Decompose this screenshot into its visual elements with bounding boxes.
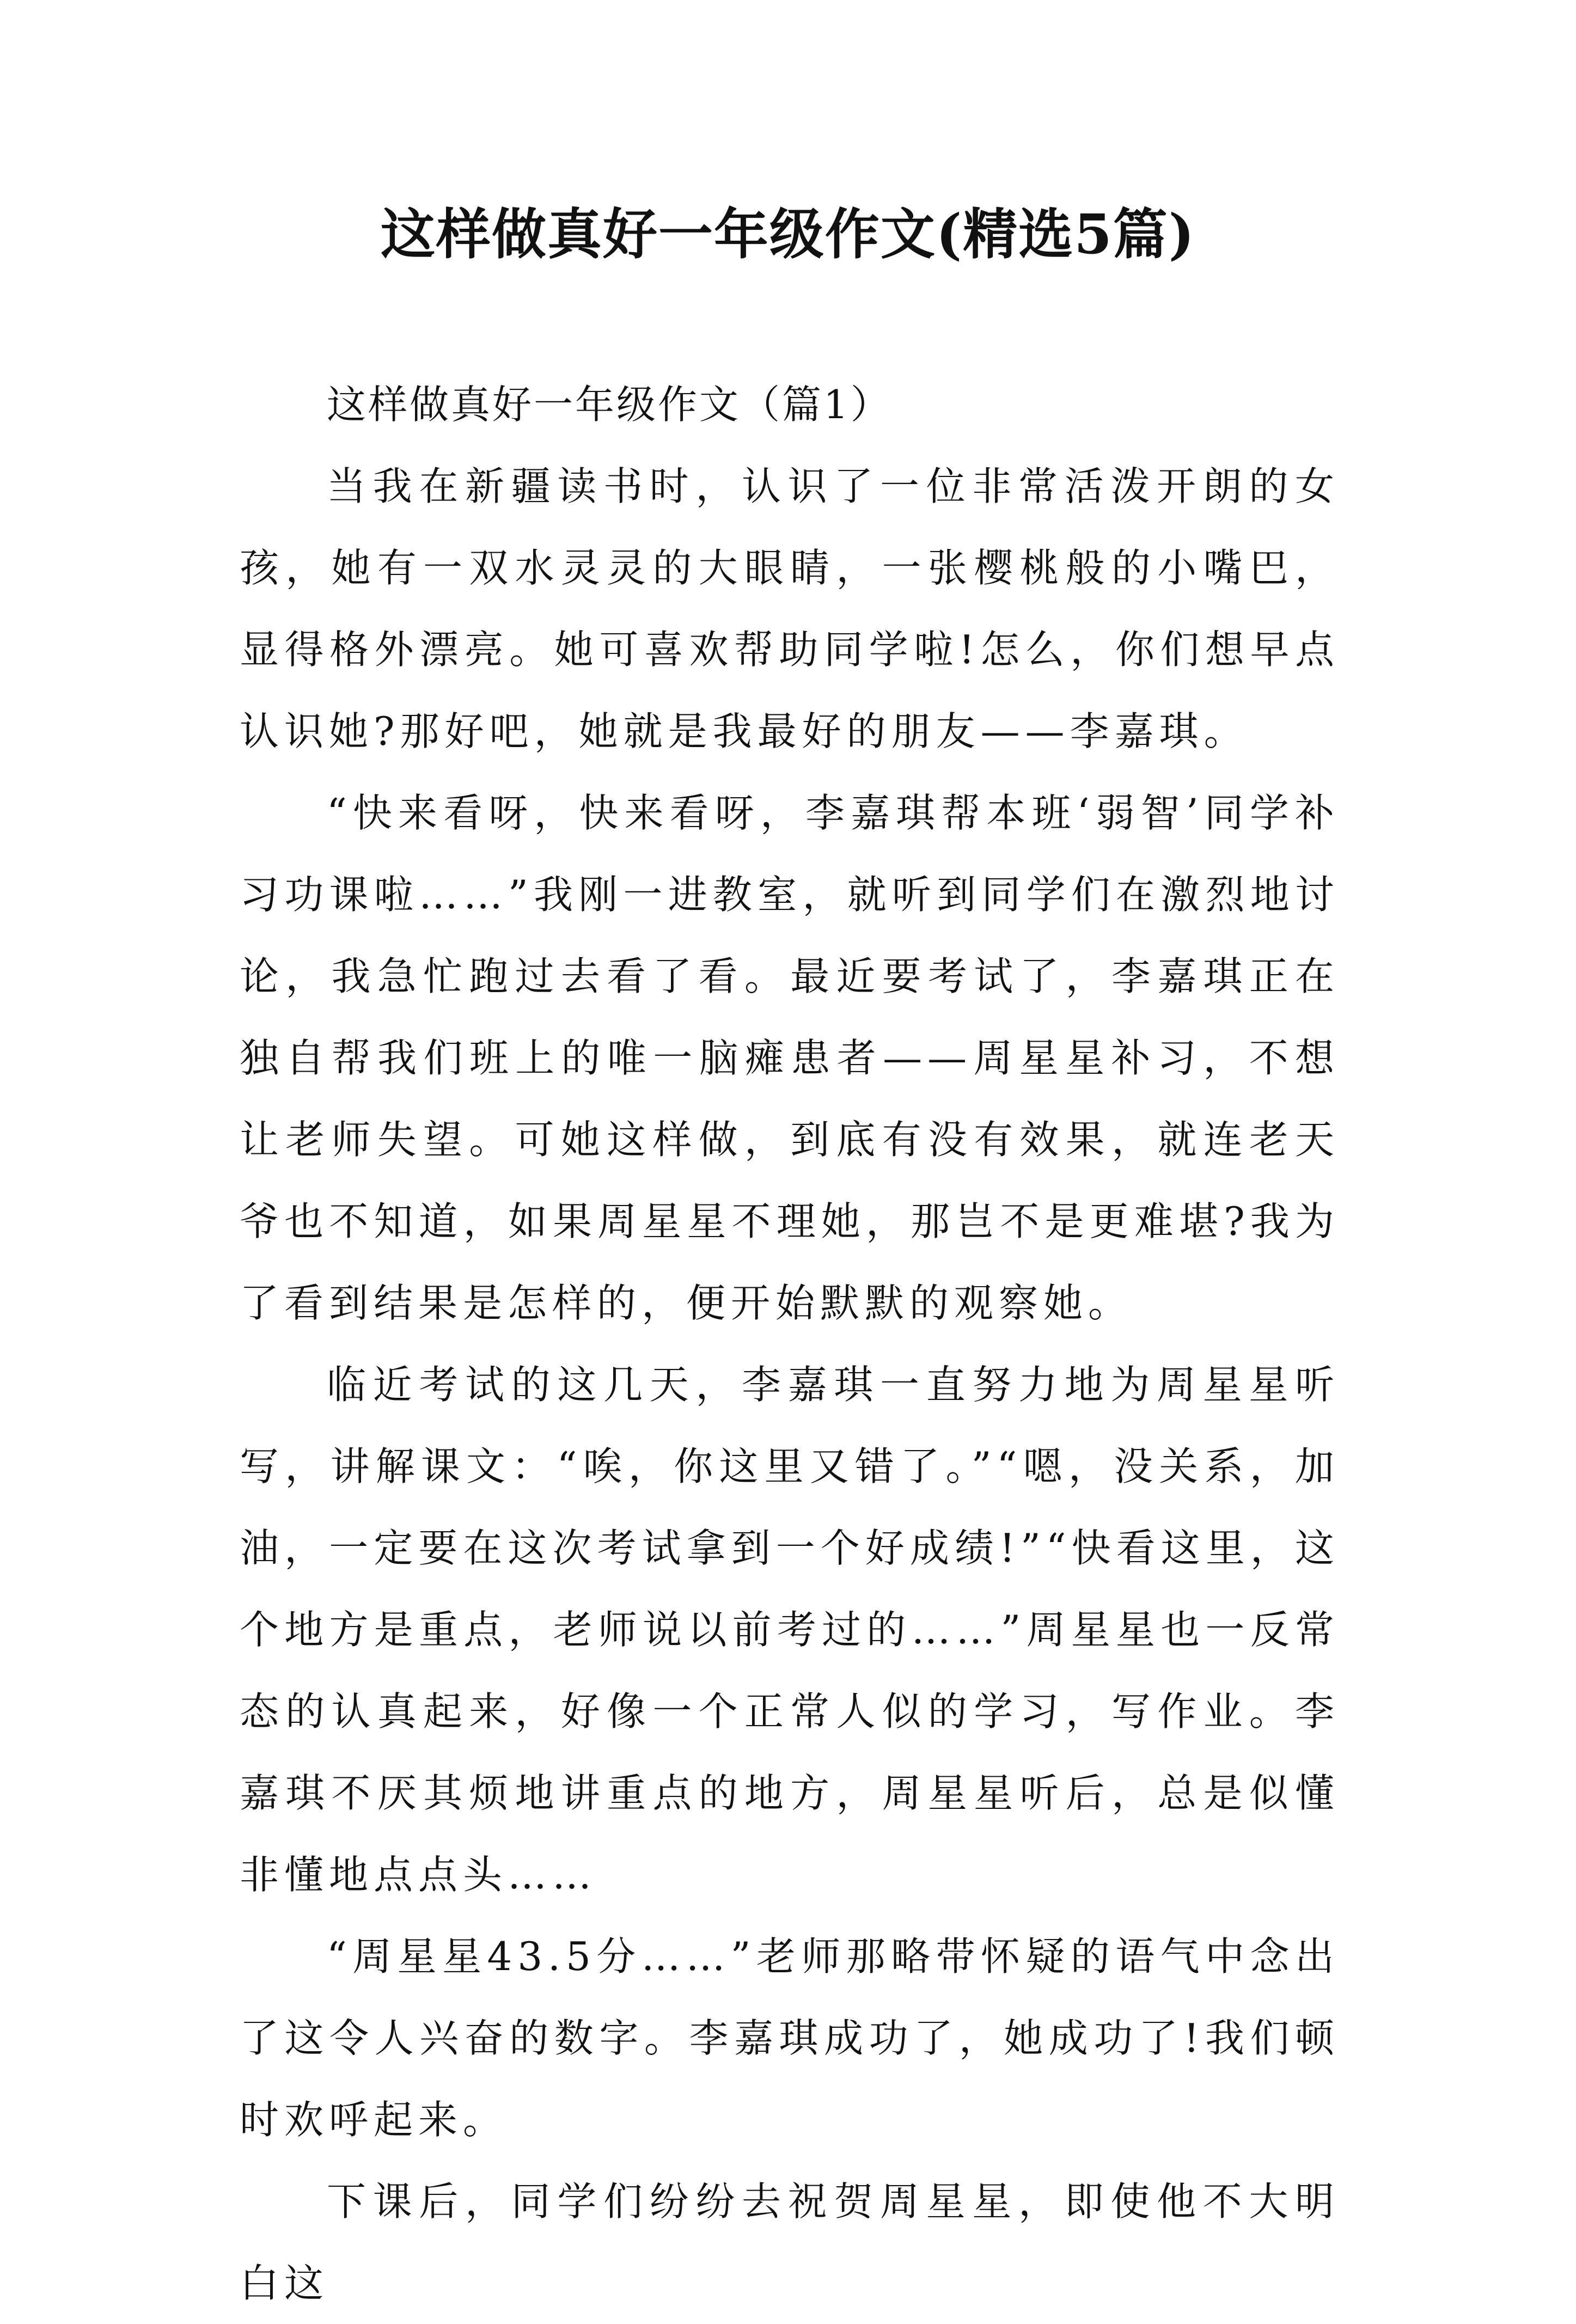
document-body <box>240 364 1340 2324</box>
paragraph-4: “周星星43.5分……”老师那略带怀疑的语气中念出了这令人兴奋的数字。李嘉琪成功了，她成功了!我们顿时欢呼起来。 <box>240 1934 1340 2143</box>
paragraph-1: 当我在新疆读书时，认识了一位非常活泼开朗的女孩，她有一双水灵灵的大眼睛，一张樱桃般的小嘴巴，显得格外漂亮。她可喜欢帮助同学啦!怎么，你们想早点认识她?那好吧，她就是我最好的朋友——李嘉琪。 <box>240 463 1340 754</box>
paragraph-3: 临近考试的这几天，李嘉琪一直努力地为周星星听写，讲解课文：“唉，你这里又错了。”“嗯，没关系，加油，一定要在这次考试拿到一个好成绩!”“快看这里，这个地方是重点，老师说以前考过的……”周星星也一反常态的认真起来，好像一个正常人似的学习，写作业。李嘉琪不厌其烦地讲重点的地方，周星星听后，总是似懂非懂地点点头…… <box>240 1362 1340 1898</box>
document-title: 这样做真好一年级作文(精选5篇) <box>380 202 1196 266</box>
section-heading: 这样做真好一年级作文（篇1） <box>327 382 892 427</box>
paragraph-5: 下课后，同学们纷纷去祝贺周星星，即使他不大明白这 <box>240 2179 1340 2306</box>
paragraph-2: “快来看呀，快来看呀，李嘉琪帮本班‘弱智’同学补习功课啦……”我刚一进教室，就听到同学们在激烈地讨论，我急忙跑过去看了看。最近要考试了，李嘉琪正在独自帮我们班上的唯一脑瘫患者——周星星补习，不想让老师失望。可她这样做，到底有没有效果，就连老天爷也不知道，如果周星星不理她，那岂不是更难堪?我为了看到结果是怎样的，便开始默默的观察她。 <box>240 790 1340 1326</box>
